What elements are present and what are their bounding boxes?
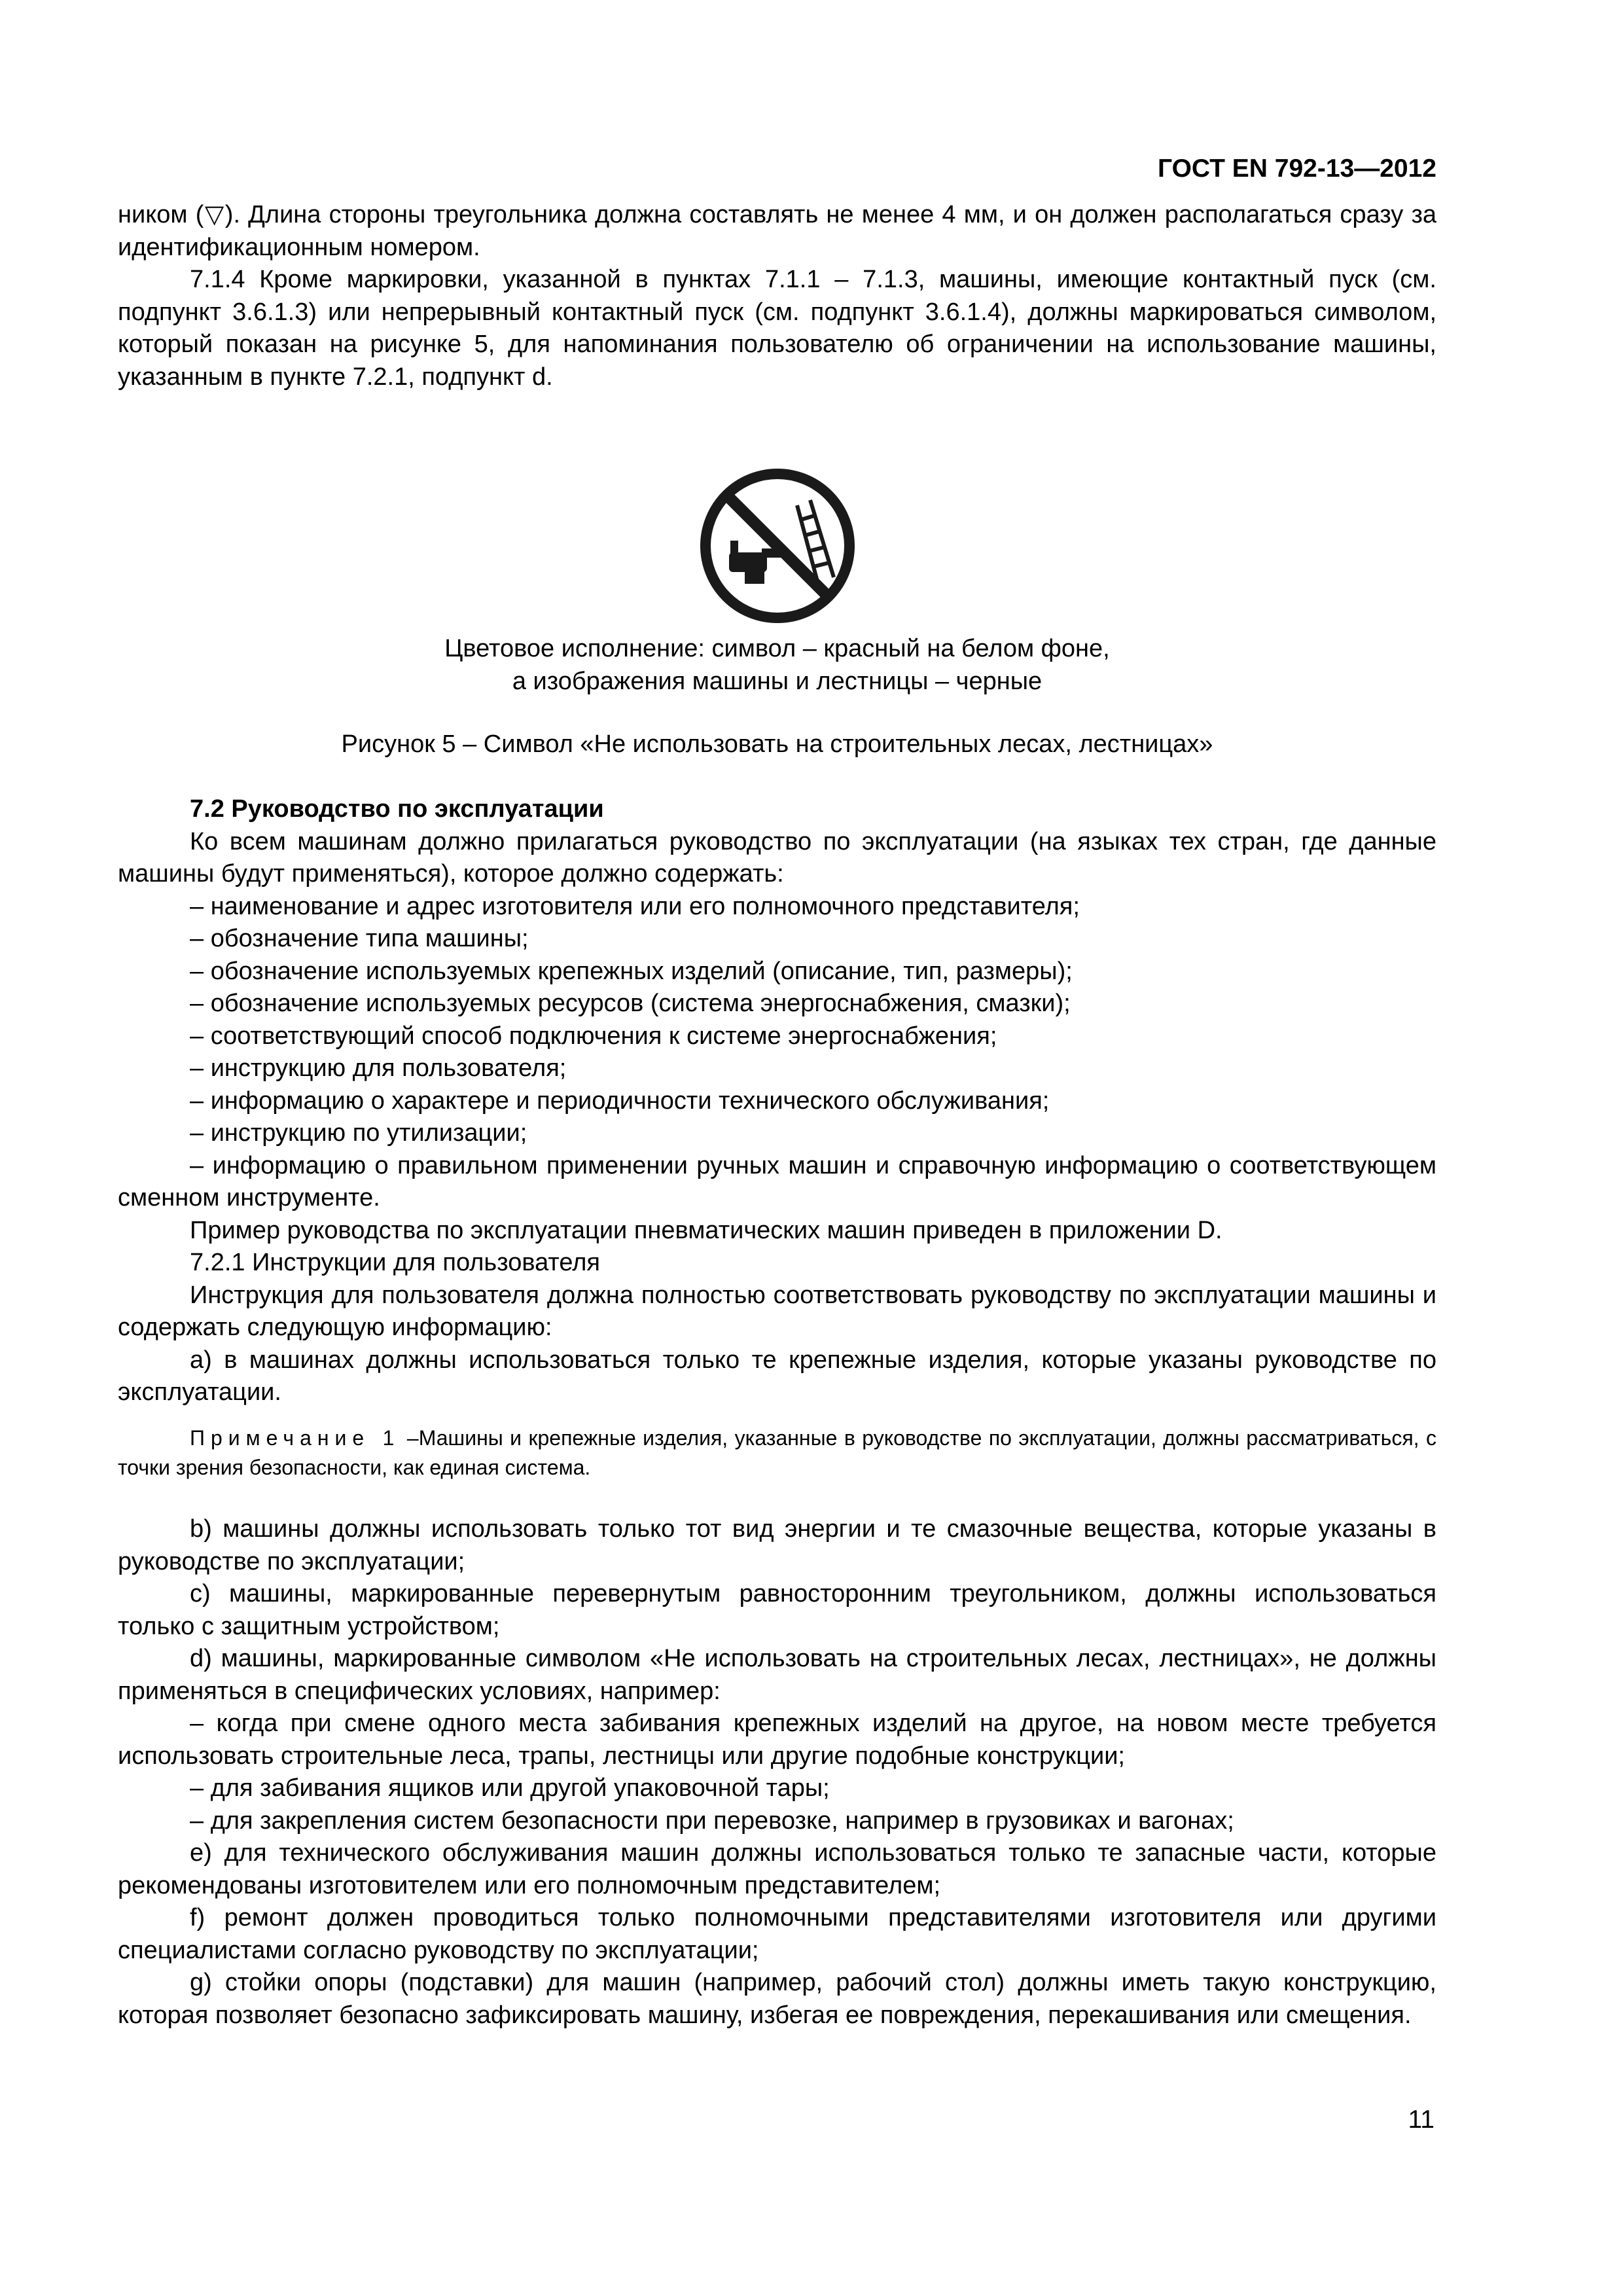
- figure-color-note: [118, 632, 1436, 698]
- example-paragraph: Пример руководства по эксплуатации пневматических машин приведен в приложении D.: [190, 1216, 1222, 1244]
- paragraph-7-1-4: 7.1.4 Кроме маркировки, указанной в пунктах 7.1.1 – 7.1.3, машины, имеющие контактный пуск (см. подпункт 3.6.1.3) или непрерывный контактный пуск (см. подпункт 3.6.1.4), должны маркироваться символом, который показан на рисунке 5, для напоминания пользователю об ограничении на использование машины, указанным в пункте 7.2.1, подпункт d.: [118, 266, 1436, 391]
- list-item: – для забивания ящиков или другой упаковочной тары;: [190, 1774, 830, 1802]
- list-item: – инструкцию по утилизации;: [190, 1119, 527, 1147]
- item-a: а) в машинах должны использоваться только те крепежные изделия, которые указаны руководстве по эксплуатации.: [118, 1346, 1436, 1406]
- prohibition-symbol: [699, 467, 856, 624]
- list-item: – обозначение типа машины;: [190, 925, 529, 952]
- list-item: е) для технического обслуживания машин должны использоваться только те запасные части, которые рекомендованы изготовителем или его полномочным представителем;: [118, 1839, 1436, 1899]
- figure-caption: Рисунок 5 – Символ «Не использовать на строительных лесах, лестницах»: [341, 730, 1213, 758]
- document-id: ГОСТ EN 792-13—2012: [1158, 154, 1436, 183]
- list-item: d) машины, маркированные символом «Не использовать на строительных лесах, лестницах», не должны применяться в специфических условиях, например:: [118, 1645, 1436, 1705]
- section-intro: Ко всем машинам должно прилагаться руководство по эксплуатации (на языках тех стран, где данные машины будут применяться), которое должно содержать:: [118, 827, 1436, 888]
- list-item: b) машины должны использовать только тот вид энергии и те смазочные вещества, которые указаны в руководстве по эксплуатации;: [118, 1515, 1436, 1575]
- section-7-2: [118, 793, 1436, 1409]
- note-1: [118, 1424, 1436, 1482]
- note-text: –Машины и крепежные изделия, указанные в руководстве по эксплуатации, должны рассматриваться, с точки зрения безопасности, как единая система.: [118, 1426, 1437, 1479]
- list-item: – наименование и адрес изготовителя или его полномочного представителя;: [190, 892, 1080, 920]
- subsection-title: 7.2.1 Инструкции для пользователя: [190, 1249, 600, 1276]
- list-item: – обозначение используемых крепежных изделий (описание, тип, размеры);: [190, 957, 1073, 985]
- list-item: – информацию о правильном применении ручных машин и справочную информацию о соответствующем сменном инструменте.: [118, 1151, 1436, 1211]
- page-number: 11: [1408, 2106, 1435, 2134]
- list-item: g) стойки опоры (подставки) для машин (например, рабочий стол) должны иметь такую конструкцию, которая позволяет безопасно зафиксировать машину, избегая ее повреждения, перекашивания или смещения.: [118, 1969, 1436, 2029]
- note-label: Примечание 1: [190, 1426, 401, 1450]
- paragraph-continuation: ником (▽). Длина стороны треугольника должна составлять не менее 4 мм, и он должен располагаться сразу за идентификационным номером.: [118, 201, 1436, 261]
- section-title: 7.2 Руководство по эксплуатации: [190, 795, 604, 823]
- top-text: [118, 199, 1436, 393]
- list-item: f) ремонт должен проводиться только полномочными представителями изготовителя или другими специалистами согласно руководству по эксплуатации;: [118, 1904, 1436, 1964]
- bottom-items: [118, 1513, 1436, 2032]
- list-item: – инструкцию для пользователя;: [190, 1054, 567, 1082]
- requirement-list: [118, 891, 1436, 1215]
- color-note-line-2: а изображения машины и лестницы – черные: [512, 668, 1043, 695]
- color-note-line-1: Цветовое исполнение: символ – красный на белом фоне,: [444, 635, 1110, 662]
- list-item: c) машины, маркированные перевернутым равносторонним треугольником, должны использоваться только с защитным устройством;: [118, 1580, 1436, 1640]
- no-scaffold-ladder-prohibition-icon: [699, 467, 856, 624]
- subsection-intro: Инструкция для пользователя должна полностью соответствовать руководству по эксплуатации машины и содержать следующую информацию:: [118, 1281, 1436, 1341]
- list-item: – для закрепления систем безопасности при перевозке, например в грузовиках и вагонах;: [190, 1806, 1234, 1835]
- list-item: – информацию о характере и периодичности технического обслуживания;: [190, 1086, 1050, 1115]
- list-item: – когда при смене одного места забивания крепежных изделий на другое, на новом месте требуется использовать строительные леса, трапы, лестницы или другие подобные конструкции;: [118, 1710, 1436, 1770]
- list-item: – соответствующий способ подключения к системе энергоснабжения;: [190, 1022, 997, 1050]
- list-item: – обозначение используемых ресурсов (система энергоснабжения, смазки);: [190, 990, 1071, 1017]
